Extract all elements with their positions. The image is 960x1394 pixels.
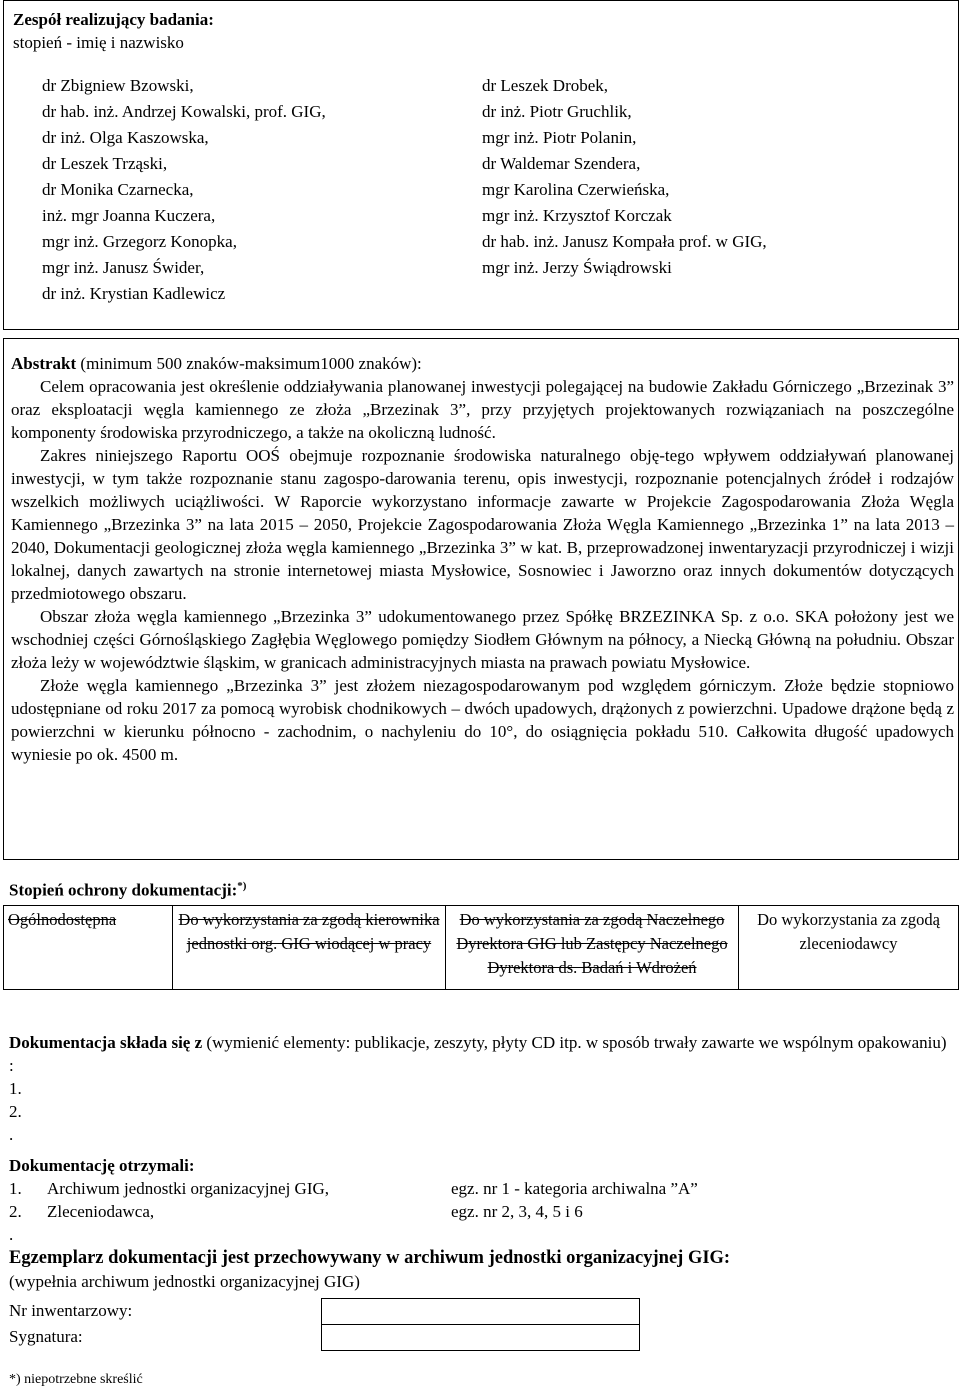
archive-section (9, 1247, 954, 1293)
team-member: inż. mgr Joanna Kuczera, (42, 206, 216, 225)
received-number: 1. (9, 1179, 22, 1198)
protection-option-director[interactable]: Do wykorzystania za zgodą Naczelnego Dyrektora GIG lub Zastępcy Naczelnego Dyrektora ds. Badań i Wdrożeń (446, 906, 739, 990)
received-copies: egz. nr 2, 3, 4, 5 i 6 (451, 1202, 583, 1221)
team-member: dr inż. Olga Kaszowska, (42, 128, 209, 147)
received-list (9, 1177, 954, 1223)
documentation-dot: . (9, 1125, 14, 1144)
team-member: dr Leszek Drobek, (482, 76, 609, 95)
protection-title-text: Stopień ochrony dokumentacji: (9, 880, 238, 900)
team-member: dr Monika Czarnecka, (42, 180, 194, 199)
team-member: dr hab. inż. Janusz Kompała prof. w GIG, (482, 232, 767, 251)
protection-option-public[interactable]: Ogólnodostępna (4, 906, 173, 990)
abstract-section (3, 338, 959, 860)
team-section (3, 0, 959, 330)
documentation-note: (wymienić elementy: publikacje, zeszyty, płyty CD itp. w sposób trwały zawarte we wspólnym opakowaniu) : (9, 1033, 947, 1075)
abstract-paragraph: Zakres niniejszego Raportu OOŚ obejmuje rozpoznanie środowiska naturalnego obję-tego wpływem oddziaływań planowanej inwestycji, w tym także rozpoznanie stanu zagospo-darowania terenu, opis inwestycji, rozpoznanie potencjalnych źródeł i rodzajów wszelkich możliwych uciążliwości. W Raporcie wykorzystano informacje zawarte w Projekcie Zagospodarowania Złoża Węgla Kamiennego „Brzezinka 3” na lata 2015 – 2050, Projekcie Zagospodarowania Złoża Węgla Kamiennego „Brzezinka 1” na lata 2013 – 2040, Dokumentacji geologicznej złoża węgla kamiennego „Brzezinka 3” w kat. B, przeprowadzonej inwentaryzacji przyrodniczej i wizji lokalnej, danych zawartych na stronie internetowej miasta Mysłowice, Sosnowiec i Jaworzno oraz innych dokumentów dotyczących przedmiotowego obszaru. (11, 446, 954, 603)
team-member: mgr Karolina Czerwieńska, (482, 180, 670, 199)
team-member: mgr inż. Grzegorz Konopka, (42, 232, 237, 251)
signature-field[interactable] (321, 1324, 640, 1351)
team-member: dr inż. Piotr Gruchlik, (482, 102, 632, 121)
team-member: mgr inż. Janusz Świder, (42, 258, 205, 277)
documentation-heading: Dokumentacja składa się z (9, 1033, 203, 1052)
protection-title (9, 880, 246, 901)
inventory-label: Nr inwentarzowy: (9, 1301, 133, 1320)
team-subtitle: stopień - imię i nazwisko (13, 33, 184, 52)
documentation-heading-line (9, 1031, 954, 1077)
protection-option-client[interactable]: Do wykorzystania za zgodą zleceniodawcy (739, 906, 959, 990)
archive-heading: Egzemplarz dokumentacji jest przechowywany w archiwum jednostki organizacyjnej GIG: (9, 1248, 731, 1268)
signature-label: Sygnatura: (9, 1327, 83, 1346)
abstract-paragraph: Obszar złoża węgla kamiennego „Brzezinka 3” udokumentowanego przez Spółkę BRZEZINKA Sp. z o.o. SKA położony jest we wschodniej części Górnośląskiego Zagłębia Węglowego pomiędzy Siodłem Głównym na północy, a Niecką Główną na południu. Obszar złoża leży w województwie śląskim, w granicach administracyjnych miasta na prawach powiatu Mysłowice. (11, 607, 954, 672)
received-recipient: Zleceniodawca, (47, 1202, 155, 1221)
protection-options-table (3, 905, 959, 990)
documentation-item: 1. (9, 1079, 22, 1098)
team-member: mgr inż. Piotr Polanin, (482, 128, 637, 147)
inventory-field[interactable] (321, 1298, 640, 1325)
received-section (9, 1154, 954, 1246)
abstract-paragraph: Celem opracowania jest określenie oddziaływania planowanej inwestycji polegającej na budowie Zakładu Górniczego „Brzezinak 3” oraz eksploatacji węgla kamiennego ze złoża „Brzezinak 3”, przy przyjętych projektowanych rozwiązaniach na poszczególne komponenty środowiska przyrodniczego, a także na okoliczną ludność. (11, 377, 954, 442)
team-member: dr hab. inż. Andrzej Kowalski, prof. GIG, (42, 102, 326, 121)
abstract-paragraph: Złoże węgla kamiennego „Brzezinka 3” jest złożem niezagospodarowanym pod względem górniczym. Złoże będzie stopniowo udostępniane od roku 2017 za pomocą wyrobisk chodnikowych – dwóch upadowych, drążonych z powierzchni. Upadowe drążone będą z powierzchni w kierunku północno - zachodnim, o nachyleniu do 10°, do osiągnięcia pokładu 510. Całkowita długość upadowych wyniesie po ok. 4500 m. (11, 676, 954, 764)
received-row (9, 1177, 954, 1200)
received-heading: Dokumentację otrzymali: (9, 1156, 195, 1175)
received-recipient: Archiwum jednostki organizacyjnej GIG, (47, 1179, 330, 1198)
protection-option-unit-head[interactable]: Do wykorzystania za zgodą kierownika jednostki org. GIG wiodącej w pracy (173, 906, 446, 990)
abstract-heading: Abstrakt (11, 354, 77, 373)
footnote: *) niepotrzebne skreślić (9, 1372, 143, 1387)
received-dot: . (9, 1225, 14, 1244)
abstract-heading-note: (minimum 500 znaków-maksimum1000 znaków): (76, 354, 422, 373)
documentation-section (9, 1031, 954, 1146)
received-row (9, 1200, 954, 1223)
team-member: mgr inż. Krzysztof Korczak (482, 206, 672, 225)
team-member: dr Waldemar Szendera, (482, 154, 641, 173)
team-member: dr Leszek Trząski, (42, 154, 168, 173)
team-member: dr Zbigniew Bzowski, (42, 76, 194, 95)
team-member: dr inż. Krystian Kadlewicz (42, 284, 226, 303)
team-title: Zespół realizujący badania: (13, 10, 214, 29)
abstract-heading-line (11, 352, 954, 375)
received-number: 2. (9, 1202, 22, 1221)
team-header (13, 8, 214, 54)
received-copies: egz. nr 1 - kategoria archiwalna ”A” (451, 1179, 698, 1198)
team-list-right (482, 73, 767, 281)
footnote-marker: *) (237, 880, 247, 892)
documentation-item: 2. (9, 1102, 22, 1121)
team-member: mgr inż. Jerzy Świądrowski (482, 258, 672, 277)
archive-note: (wypełnia archiwum jednostki organizacyjnej GIG) (9, 1272, 360, 1291)
team-list-left (42, 73, 326, 307)
